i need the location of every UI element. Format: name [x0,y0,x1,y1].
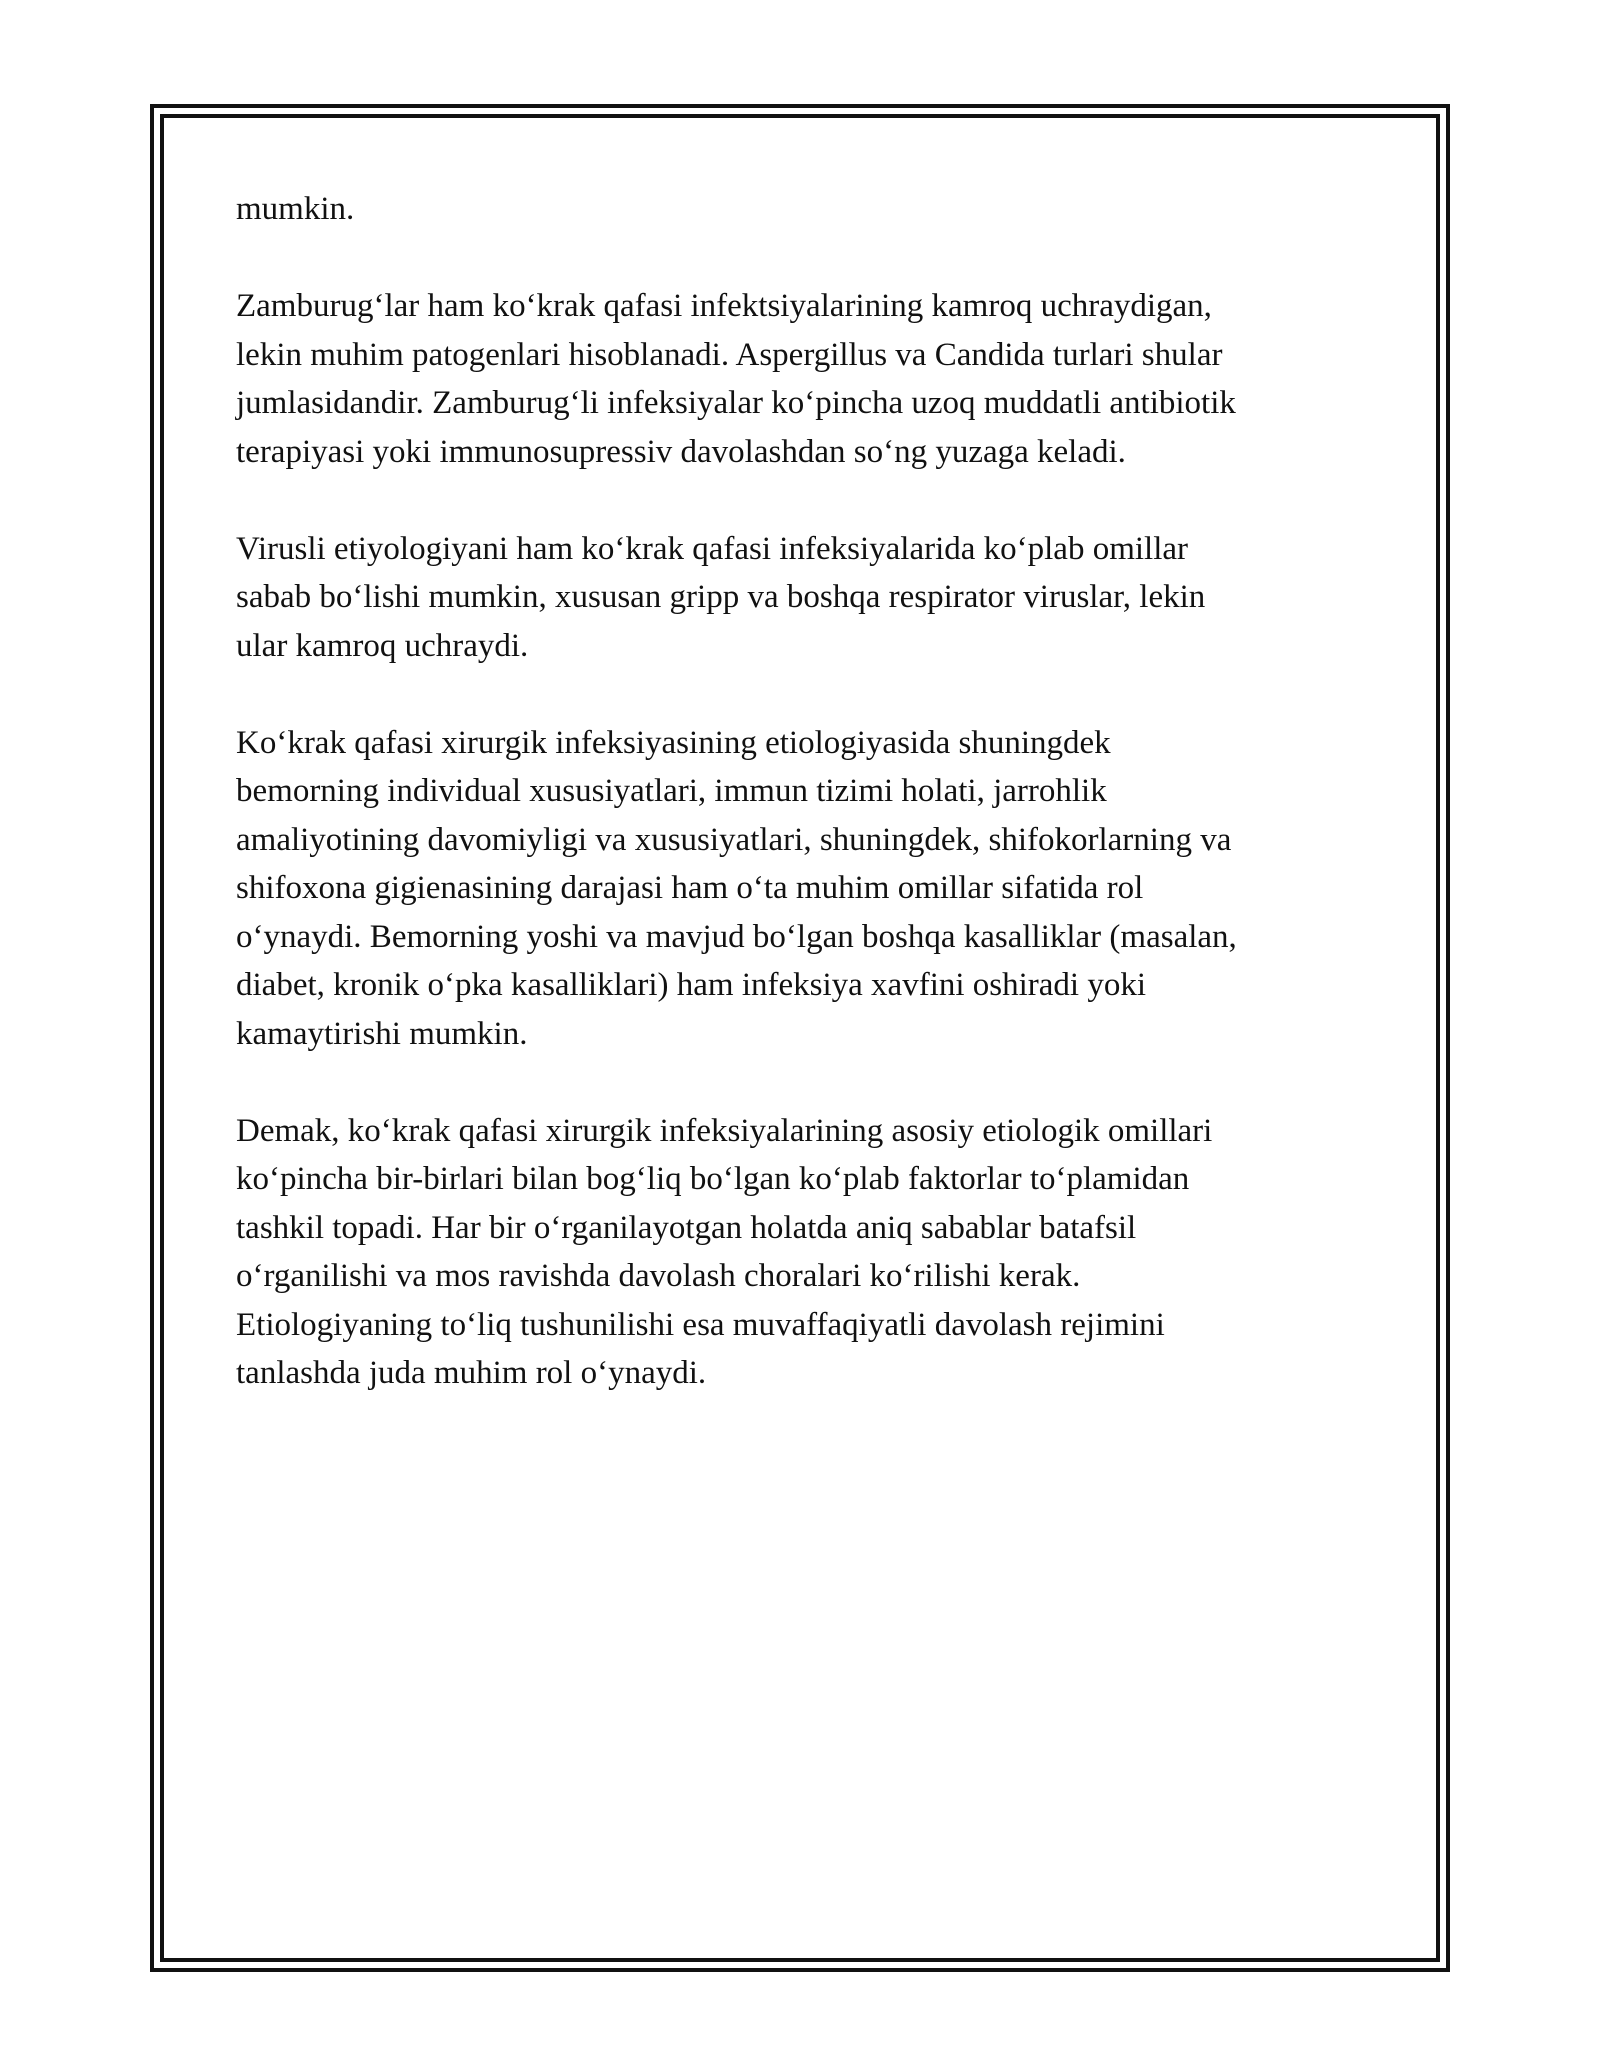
text-line: o‘rganilishi va mos ravishda davolash choralari ko‘rilishi kerak. [236,1258,1081,1294]
text-line: ular kamroq uchraydi. [236,627,529,664]
text-line: amaliyotining davomiyligi va xususiyatlari, shuningdek, shifokorlarning va [236,821,1232,858]
paragraph-1 [236,185,1356,234]
text-line: Virusli etiyologiyani ham ko‘krak qafasi infeksiyalarida ko‘plab omillar [236,530,1189,567]
document-body [236,185,1356,1446]
text-line: o‘ynaydi. Bemorning yoshi va mavjud bo‘lgan boshqa kasalliklar (masalan, [236,918,1237,955]
text-line: ko‘pincha bir-birlari bilan bog‘liq bo‘lgan ko‘plab faktorlar to‘plamidan [236,1161,1190,1197]
text-line: Etiologiyaning to‘liq tushunilishi esa muvaffaqiyatli davolash rejimini [236,1306,1165,1343]
text-line: sabab bo‘lishi mumkin, xususan gripp va boshqa respirator viruslar, lekin [236,579,1206,615]
paragraph-4 [236,719,1356,1059]
text-line: terapiyasi yoki immunosupressiv davolashdan so‘ng yuzaga keladi. [236,433,1126,470]
text-line: jumlasidandir. Zamburug‘li infeksiyalar ko‘pincha uzoq muddatli antibiotik [236,385,1236,421]
text-line: tanlashda juda muhim rol o‘ynaydi. [236,1355,707,1391]
text-line: diabet, kronik o‘pka kasalliklari) ham infeksiya xavfini oshiradi yoki [236,967,1147,1003]
text-line: kamaytirishi mumkin. [236,1015,528,1052]
text-line: shifoxona gigienasining darajasi ham o‘ta muhim omillar sifatida rol [236,870,1144,906]
text-line: Ko‘krak qafasi xirurgik infeksiyasining etiologiyasida shuningdek [236,724,1111,761]
paragraph-5 [236,1107,1356,1398]
text-line: Zamburug‘lar ham ko‘krak qafasi infektsiyalarining kamroq uchraydigan, [236,288,1212,324]
text-line: lekin muhim patogenlari hisoblanadi. Aspergillus va Candida turlari shular [236,336,1223,373]
text-line: bemorning individual xususiyatlari, immun tizimi holati, jarrohlik [236,773,1107,809]
text-line: Demak, ko‘krak qafasi xirurgik infeksiyalarining asosiy etiologik omillari [236,1112,1213,1149]
paragraph-3 [236,525,1356,671]
paragraph-2 [236,282,1356,476]
text-line: mumkin. [236,191,355,227]
text-line: tashkil topadi. Har bir o‘rganilayotgan holatda aniq sabablar batafsil [236,1209,1137,1246]
